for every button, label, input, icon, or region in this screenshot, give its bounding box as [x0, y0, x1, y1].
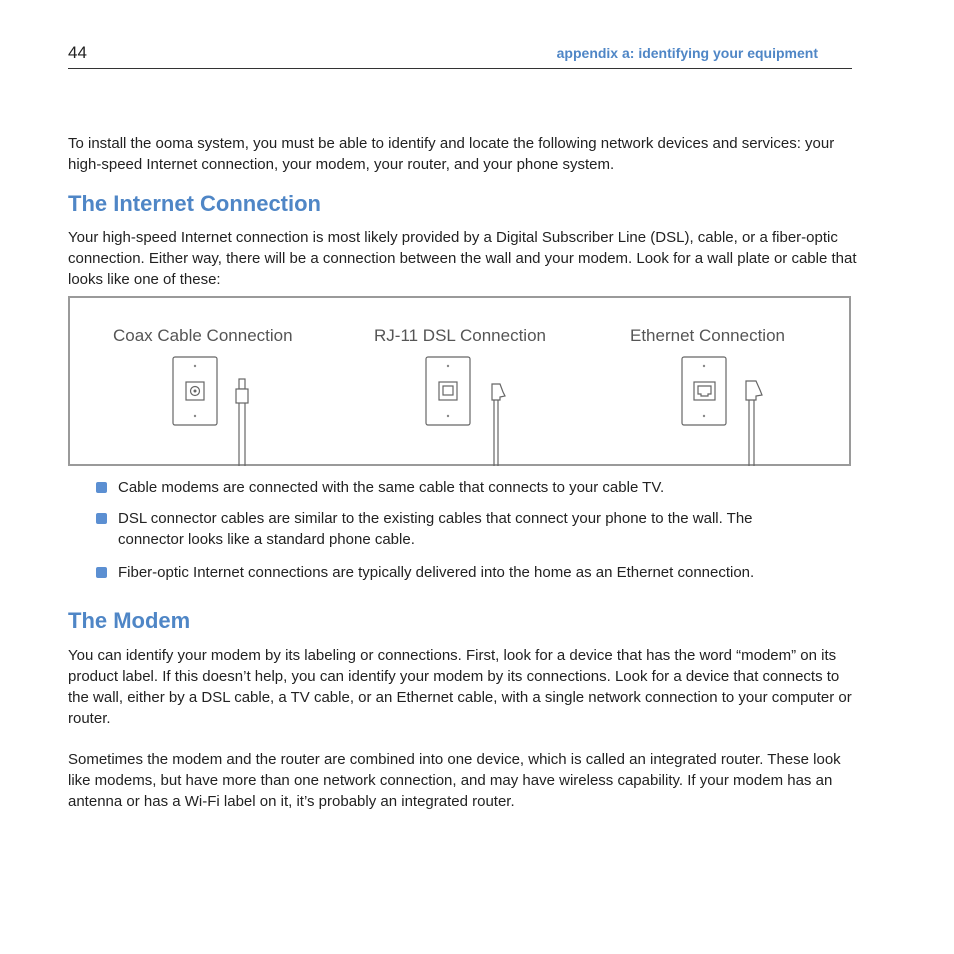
bullet-square-icon [96, 513, 107, 524]
modem-paragraph-2: Sometimes the modem and the router are combined into one device, which is called an integrated router. These look like modems, but have more than one network connection, and may have wireless capability. If your modem has an antenna or has a Wi-Fi label on it, it’s probably an integrated router. [68, 751, 841, 810]
intro-paragraph: To install the ooma system, you must be able to identify and locate the following network devices and services: your high-speed Internet connection, your modem, your router, and your phone system. [68, 135, 835, 173]
ethernet-label: Ethernet Connection [630, 326, 785, 345]
modem-paragraph-1: You can identify your modem by its labeling or connections. First, look for a device that has the word “modem” on its product label. If this doesn’t help, you can identify your modem by its connections. Look for a device that connects to the wall, either by a DSL cable, a TV cable, or an Ethernet cable, with a single network connection to your computer or router. [68, 647, 852, 727]
ethernet-wall-plate-icon [682, 357, 726, 425]
internet-connection-paragraph: Your high-speed Internet connection is most likely provided by a Digital Subscriber Line (DSL), cable, or a fiber-optic connection. Either way, there will be a connection between the wall and your modem. Look for a wall plate or cable that looks like one of these: [68, 229, 857, 288]
bullet-square-icon [96, 567, 107, 578]
list-item [96, 508, 818, 550]
bullet-text: Cable modems are connected with the same cable that connects to your cable TV. [118, 479, 665, 496]
coax-label: Coax Cable Connection [113, 326, 293, 345]
bullet-square-icon [96, 482, 107, 493]
coax-wall-plate-icon [173, 357, 217, 425]
modem-heading: The Modem [68, 608, 191, 633]
coax-cable-icon [236, 379, 248, 466]
list-item [96, 562, 818, 583]
list-item [96, 477, 818, 498]
rj11-wall-plate-icon [426, 357, 470, 425]
internet-connection-heading: The Internet Connection [68, 191, 321, 216]
rj11-label: RJ-11 DSL Connection [374, 326, 546, 345]
rj11-cable-icon [492, 384, 505, 466]
running-header: appendix a: identifying your equipment [556, 45, 818, 61]
page-number: 44 [68, 43, 87, 62]
bullet-text: DSL connector cables are similar to the existing cables that connect your phone to the wall. The connector looks like a standard phone cable. [118, 510, 753, 548]
ethernet-cable-icon [746, 381, 762, 466]
bullet-text: Fiber-optic Internet connections are typically delivered into the home as an Ethernet connection. [118, 564, 755, 581]
